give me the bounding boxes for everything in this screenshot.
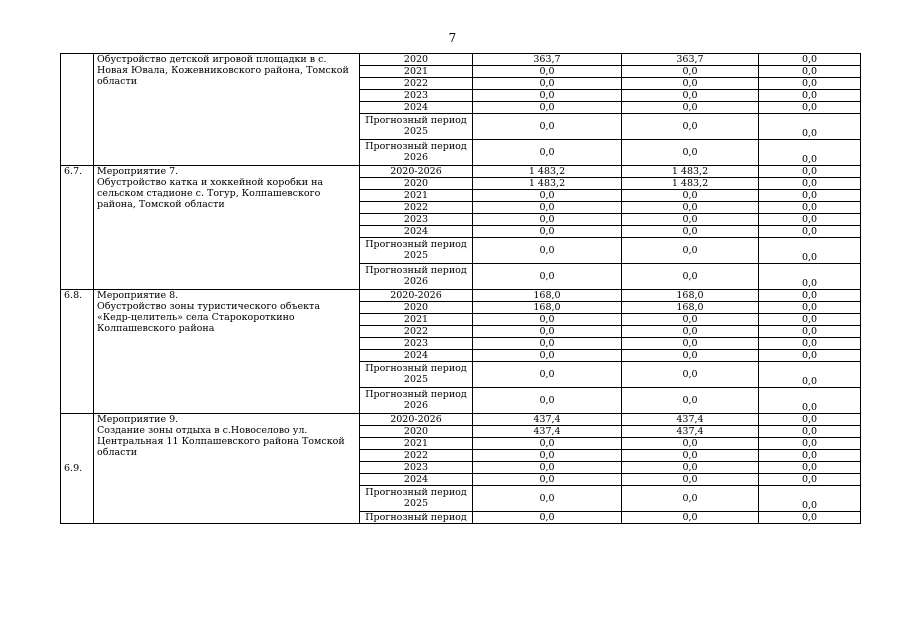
budget-value: 0,0: [622, 512, 759, 524]
item-number: 6.7.: [61, 166, 94, 290]
period-cell: 2020-2026: [360, 290, 473, 302]
other-value: 0,0: [759, 438, 861, 450]
budget-value: 0,0: [622, 190, 759, 202]
period-cell: 2020: [360, 54, 473, 66]
period-cell: 2020: [360, 426, 473, 438]
budget-value: 0,0: [622, 450, 759, 462]
total-value: 0,0: [473, 78, 622, 90]
period-cell: Прогнозный период 2025: [360, 114, 473, 140]
other-value: 0,0: [759, 66, 861, 78]
other-value: 0,0: [759, 450, 861, 462]
period-cell: 2021: [360, 314, 473, 326]
other-value: 0,0: [759, 474, 861, 486]
total-value: 0,0: [473, 264, 622, 290]
budget-value: 168,0: [622, 302, 759, 314]
total-value: 0,0: [473, 102, 622, 114]
total-value: 0,0: [473, 450, 622, 462]
total-value: 0,0: [473, 326, 622, 338]
total-value: 1 483,2: [473, 178, 622, 190]
total-value: 0,0: [473, 512, 622, 524]
budget-value: 1 483,2: [622, 178, 759, 190]
period-cell: 2023: [360, 214, 473, 226]
period-cell: 2024: [360, 102, 473, 114]
period-cell: 2024: [360, 226, 473, 238]
budget-value: 0,0: [622, 238, 759, 264]
period-cell: 2020-2026: [360, 414, 473, 426]
period-cell: Прогнозный период 2026: [360, 140, 473, 166]
period-cell: 2020: [360, 302, 473, 314]
item-description: Мероприятие 8. Обустройство зоны туристического объекта «Кедр-целитель» села Старокороткино Колпашевского района: [94, 290, 360, 414]
total-value: 0,0: [473, 438, 622, 450]
budget-value: 168,0: [622, 290, 759, 302]
total-value: 168,0: [473, 290, 622, 302]
budget-value: 363,7: [622, 54, 759, 66]
other-value: 0,0: [759, 414, 861, 426]
budget-value: 0,0: [622, 66, 759, 78]
other-value: 0,0: [759, 54, 861, 66]
period-cell: 2021: [360, 66, 473, 78]
other-value: 0,0: [759, 486, 861, 512]
other-value: 0,0: [759, 290, 861, 302]
period-cell: 2023: [360, 90, 473, 102]
other-value: 0,0: [759, 102, 861, 114]
total-value: 437,4: [473, 426, 622, 438]
other-value: 0,0: [759, 178, 861, 190]
table-row: [61, 414, 861, 426]
other-value: 0,0: [759, 190, 861, 202]
budget-value: 0,0: [622, 350, 759, 362]
total-value: 0,0: [473, 314, 622, 326]
budget-value: 0,0: [622, 264, 759, 290]
period-cell: Прогнозный период 2026: [360, 264, 473, 290]
period-cell: Прогнозный период 2026: [360, 388, 473, 414]
other-value: 0,0: [759, 78, 861, 90]
period-cell: 2023: [360, 338, 473, 350]
total-value: 0,0: [473, 350, 622, 362]
budget-value: 0,0: [622, 438, 759, 450]
period-cell: Прогнозный период 2025: [360, 486, 473, 512]
period-cell: 2023: [360, 462, 473, 474]
total-value: 0,0: [473, 114, 622, 140]
total-value: 0,0: [473, 388, 622, 414]
item-description: Обустройство детской игровой площадки в с. Новая Ювала, Кожевниковского района, Томской области: [94, 54, 360, 166]
period-cell: 2021: [360, 438, 473, 450]
total-value: 168,0: [473, 302, 622, 314]
other-value: 0,0: [759, 90, 861, 102]
other-value: 0,0: [759, 238, 861, 264]
budget-value: 0,0: [622, 326, 759, 338]
period-cell: 2024: [360, 474, 473, 486]
total-value: 437,4: [473, 414, 622, 426]
budget-value: 0,0: [622, 226, 759, 238]
budget-value: 0,0: [622, 140, 759, 166]
other-value: 0,0: [759, 338, 861, 350]
total-value: 0,0: [473, 338, 622, 350]
other-value: 0,0: [759, 350, 861, 362]
total-value: 0,0: [473, 238, 622, 264]
budget-value: 1 483,2: [622, 166, 759, 178]
period-cell: 2024: [360, 350, 473, 362]
period-cell: Прогнозный период 2025: [360, 238, 473, 264]
other-value: 0,0: [759, 362, 861, 388]
total-value: 0,0: [473, 214, 622, 226]
budget-value: 0,0: [622, 114, 759, 140]
budget-value: 0,0: [622, 486, 759, 512]
other-value: 0,0: [759, 512, 861, 524]
item-description: Мероприятие 7. Обустройство катка и хоккейной коробки на сельском стадионе с. Тогур, Колпашевского района, Томской области: [94, 166, 360, 290]
budget-value: 0,0: [622, 338, 759, 350]
budget-value: 0,0: [622, 388, 759, 414]
budget-value: 0,0: [622, 362, 759, 388]
other-value: 0,0: [759, 302, 861, 314]
total-value: 0,0: [473, 362, 622, 388]
table-row: [61, 54, 861, 66]
budget-value: 0,0: [622, 78, 759, 90]
budget-table: [60, 53, 861, 524]
period-cell: 2022: [360, 450, 473, 462]
other-value: 0,0: [759, 166, 861, 178]
budget-value: 437,4: [622, 426, 759, 438]
budget-value: 0,0: [622, 202, 759, 214]
period-cell: 2020-2026: [360, 166, 473, 178]
item-number: [61, 54, 94, 166]
other-value: 0,0: [759, 326, 861, 338]
period-cell: 2021: [360, 190, 473, 202]
budget-value: 0,0: [622, 214, 759, 226]
total-value: 0,0: [473, 202, 622, 214]
other-value: 0,0: [759, 388, 861, 414]
period-cell: 2022: [360, 326, 473, 338]
total-value: 0,0: [473, 474, 622, 486]
table-row: [61, 290, 861, 302]
other-value: 0,0: [759, 264, 861, 290]
page-number: 7: [448, 31, 457, 45]
total-value: 0,0: [473, 90, 622, 102]
other-value: 0,0: [759, 202, 861, 214]
other-value: 0,0: [759, 226, 861, 238]
period-cell: 2022: [360, 78, 473, 90]
budget-value: 0,0: [622, 462, 759, 474]
other-value: 0,0: [759, 140, 861, 166]
period-cell: 2022: [360, 202, 473, 214]
other-value: 0,0: [759, 314, 861, 326]
budget-value: 0,0: [622, 90, 759, 102]
other-value: 0,0: [759, 426, 861, 438]
period-cell: Прогнозный период: [360, 512, 473, 524]
total-value: 1 483,2: [473, 166, 622, 178]
total-value: 0,0: [473, 140, 622, 166]
total-value: 0,0: [473, 486, 622, 512]
item-number: 6.9.: [61, 414, 94, 524]
table-row: [61, 166, 861, 178]
other-value: 0,0: [759, 114, 861, 140]
budget-value: 0,0: [622, 314, 759, 326]
budget-value: 437,4: [622, 414, 759, 426]
item-number: 6.8.: [61, 290, 94, 414]
total-value: 0,0: [473, 66, 622, 78]
total-value: 0,0: [473, 462, 622, 474]
budget-value: 0,0: [622, 102, 759, 114]
other-value: 0,0: [759, 462, 861, 474]
budget-value: 0,0: [622, 474, 759, 486]
total-value: 0,0: [473, 226, 622, 238]
period-cell: Прогнозный период 2025: [360, 362, 473, 388]
other-value: 0,0: [759, 214, 861, 226]
total-value: 363,7: [473, 54, 622, 66]
total-value: 0,0: [473, 190, 622, 202]
item-description: Мероприятие 9. Создание зоны отдыха в с.Новоселово ул. Центральная 11 Колпашевского района Томской области: [94, 414, 360, 524]
period-cell: 2020: [360, 178, 473, 190]
